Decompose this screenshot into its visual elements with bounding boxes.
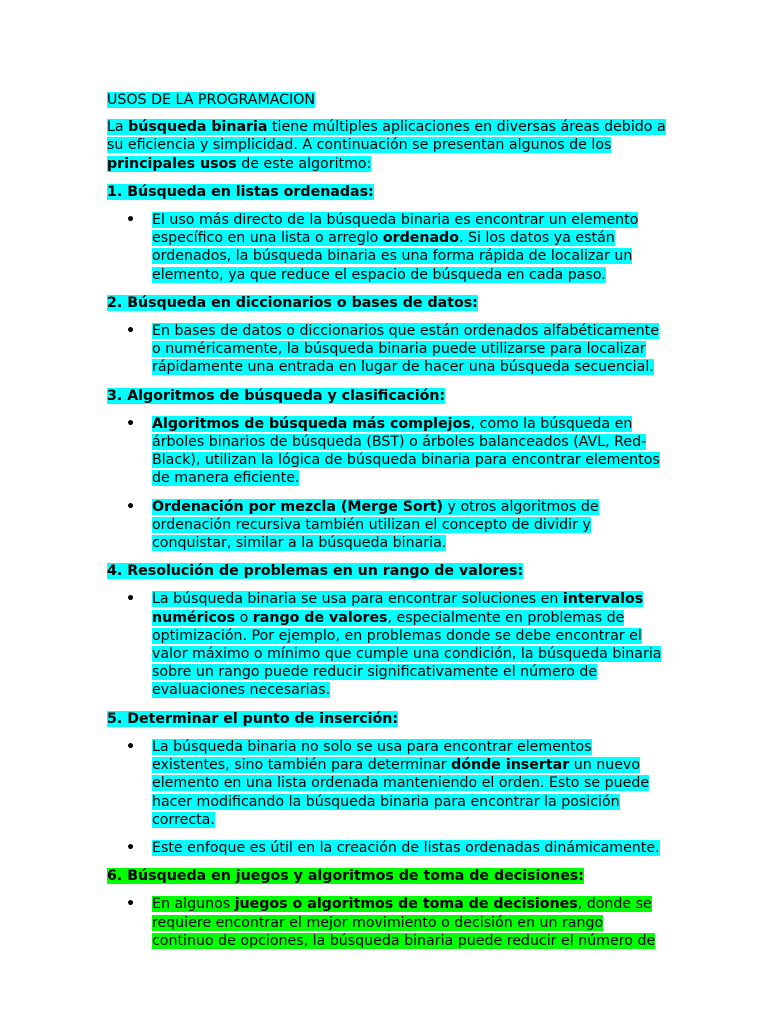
section-heading: [107, 710, 667, 728]
bullet-icon: •: [126, 839, 136, 856]
list-item-bold-text: dónde insertar: [451, 757, 570, 774]
list-item-bold-text: juegos o algoritmos de toma de decisiones: [234, 896, 578, 913]
list-item-text: . Si los datos ya están ordenados, la búsqueda binaria es una forma rápida de localizar un elemento, ya que reduce el espacio de búsqueda en cada paso.: [152, 230, 633, 283]
bullet-list: [107, 211, 667, 284]
intro-text: de este algoritmo:: [236, 155, 372, 172]
bullet-icon: •: [126, 323, 136, 340]
list-item-text: En algunos: [152, 896, 235, 913]
bullet-list: [107, 895, 667, 950]
section-heading-text: 3. Algoritmos de búsqueda y clasificación:: [107, 387, 446, 404]
list-item-bold-text: Algoritmos de búsqueda más complejos: [152, 415, 471, 432]
list-item-text: La búsqueda binaria se usa para encontrar soluciones en: [152, 591, 563, 608]
bullet-icon: •: [126, 591, 136, 608]
bullet-list: [107, 738, 667, 857]
list-item-text: El uso más directo de la búsqueda binaria es encontrar un elemento específico en una lista o arreglo: [152, 212, 639, 247]
list-item: [107, 322, 667, 377]
section-heading-text: 4. Resolución de problemas en un rango de valores:: [107, 563, 524, 580]
bullet-icon: •: [126, 896, 136, 913]
section-heading: [107, 867, 667, 885]
list-item-bold-text: Ordenación por mezcla (Merge Sort): [152, 498, 444, 515]
list-item-text: o: [235, 609, 253, 626]
bullet-icon: •: [126, 212, 136, 229]
section-heading-text: 6. Búsqueda en juegos y algoritmos de toma de decisiones:: [107, 868, 584, 885]
list-item: [107, 211, 667, 284]
list-item-bold-text: ordenado: [382, 230, 459, 247]
list-item-text: , especialmente en problemas de optimización. Por ejemplo, en problemas donde se debe encontrar el valor máximo o mínimo que cumple una condición, la búsqueda binaria sobre un rango puede reducir significativamente el número de evaluaciones necesarias.: [152, 609, 662, 699]
document-page: [107, 91, 667, 960]
list-item-text: En bases de datos o diccionarios que están ordenados alfabéticamente o numéricamente, la búsqueda binaria puede utilizarse para localizar rápidamente una entrada en lugar de hacer una búsqueda secuencial.: [152, 323, 659, 376]
bullet-icon: •: [126, 415, 136, 432]
list-item-text: , como la búsqueda en árboles binarios de búsqueda (BST) o árboles balanceados (AVL, Red-Black), utilizan la lógica de búsqueda binaria para encontrar elementos de manera eficiente.: [152, 415, 660, 487]
list-item: [107, 839, 667, 857]
list-item-bold-text: intervalos numéricos: [152, 591, 644, 626]
section-heading: [107, 387, 667, 405]
section-heading-text: 2. Búsqueda en diccionarios o bases de datos:: [107, 294, 478, 311]
list-item: [107, 590, 667, 699]
list-item-text: y otros algoritmos de ordenación recursiva también utilizan el concepto de dividir y conquistar, similar a la búsqueda binaria.: [152, 498, 599, 552]
bullet-list: [107, 415, 667, 552]
intro-bold-term: principales usos: [107, 155, 237, 172]
list-item: [107, 738, 667, 829]
list-item-text: La búsqueda binaria no solo se usa para encontrar elementos existentes, sino también para determinar: [152, 738, 592, 774]
intro-bold-term: búsqueda binaria: [128, 119, 268, 136]
section-heading: [107, 562, 667, 580]
list-item-bold-text: rango de valores: [252, 609, 388, 626]
section-heading: [107, 183, 667, 201]
section-heading: [107, 294, 667, 312]
title-text: USOS DE LA PROGRAMACION: [107, 92, 316, 108]
list-item-text: Este enfoque es útil en la creación de listas ordenadas dinámicamente.: [152, 839, 660, 856]
list-item: [107, 415, 667, 488]
list-item: [107, 498, 667, 553]
list-item-text: un nuevo elemento en una lista ordenada manteniendo el orden. Esto se puede hacer modificando la búsqueda binaria para encontrar la posición correcta.: [152, 757, 650, 828]
bullet-icon: •: [126, 498, 136, 515]
list-item: [107, 895, 667, 950]
intro-text: tiene múltiples aplicaciones en diversas áreas debido a su eficiencia y simplicidad. A continuación se presentan algunos de los: [107, 119, 666, 154]
intro-text: La: [107, 119, 129, 136]
document-title: [107, 91, 667, 109]
bullet-icon: •: [126, 738, 136, 755]
section-heading-text: 1. Búsqueda en listas ordenadas:: [107, 183, 374, 200]
bullet-list: [107, 322, 667, 377]
list-item-text: , donde se requiere encontrar el mejor movimiento o decisión en un rango continuo de opciones, la búsqueda binaria puede reducir el número de: [152, 896, 656, 949]
bullet-list: [107, 590, 667, 699]
section-heading-text: 5. Determinar el punto de inserción:: [107, 710, 399, 727]
intro-paragraph: [107, 118, 667, 173]
